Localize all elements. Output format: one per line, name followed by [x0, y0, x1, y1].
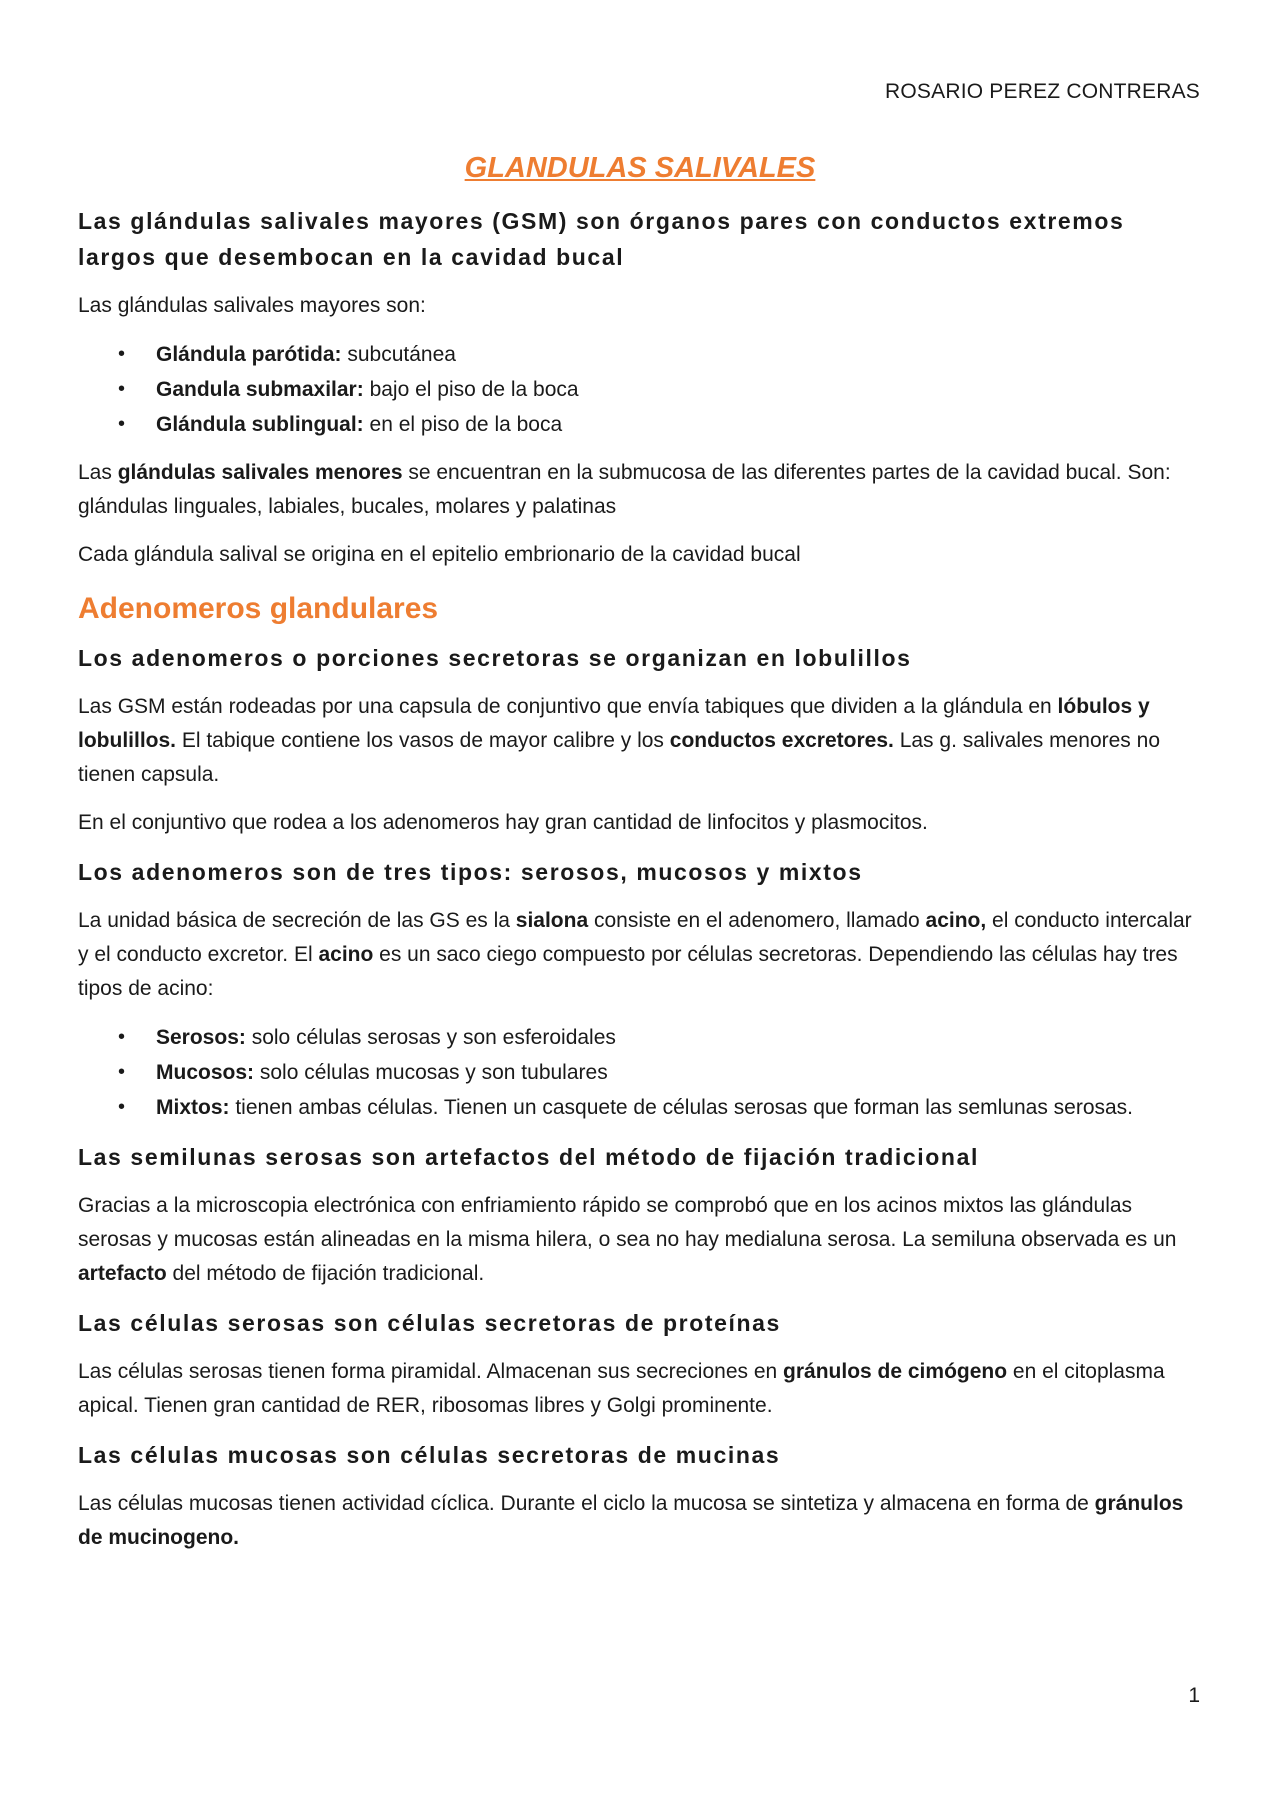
bullet-icon: •	[118, 378, 126, 400]
bullet-icon: •	[118, 1026, 126, 1048]
list-item	[78, 372, 1202, 407]
paragraph-glandulas-menores	[78, 456, 1202, 524]
list-item-term: Gandula submaxilar:	[156, 378, 364, 401]
list-item-desc: bajo el piso de la boca	[363, 378, 579, 401]
paragraph-conjuntivo: En el conjuntivo que rodea a los adenomeros hay gran cantidad de linfocitos y plasmocitos.	[78, 811, 928, 834]
heading-tipos: Los adenomeros son de tres tipos: serosos, mucosos y mixtos	[78, 859, 863, 885]
section-title-adenomeros: Adenomeros glandulares	[78, 592, 439, 625]
list-item-term: Mixtos:	[156, 1096, 230, 1119]
heading-mucosas: Las células mucosas son células secretoras de mucinas	[78, 1442, 781, 1468]
heading-serosas: Las células serosas son células secretoras de proteínas	[78, 1310, 781, 1336]
list-item-desc: solo células serosas y son esferoidales	[245, 1026, 616, 1049]
list-item	[78, 1020, 1202, 1055]
text-run: El tabique contiene los vasos de mayor calibre y los	[176, 729, 670, 752]
text-run: se encuentran en la submucosa de las diferentes partes de la cavidad bucal. Son: glándulas linguales, labiales, bucales, molares y palatinas	[78, 461, 1171, 518]
text-run: es un saco ciego compuesto por células secretoras. Dependiendo las células hay tres tipos de acino:	[78, 943, 1178, 1000]
bold-term: artefacto	[78, 1262, 167, 1285]
list-item-term: Glándula sublingual:	[156, 413, 364, 436]
heading-semilunas: Las semilunas serosas son artefactos del método de fijación tradicional	[78, 1144, 979, 1170]
header-author: ROSARIO PEREZ CONTRERAS	[885, 80, 1200, 103]
text-run: consiste en el adenomero, llamado	[588, 909, 926, 932]
text-run: Las	[78, 461, 118, 484]
bullet-icon: •	[118, 413, 126, 435]
text-run: Las células mucosas tienen actividad cíclica. Durante el ciclo la mucosa se sintetiza y almacena en forma de	[78, 1492, 1095, 1515]
paragraph-origen: Cada glándula salival se origina en el epitelio embrionario de la cavidad bucal	[78, 543, 801, 566]
document-body	[78, 152, 1202, 1569]
list-item-desc: subcutánea	[341, 343, 456, 366]
text-run: Las g. salivales menores no tienen capsula.	[78, 729, 1160, 786]
list-item-term: Mucosos:	[156, 1061, 255, 1084]
bullet-icon: •	[118, 1096, 126, 1118]
list-item-term: Serosos:	[156, 1026, 246, 1049]
text-run: La unidad básica de secreción de las GS es la	[78, 909, 516, 932]
bold-term: acino	[318, 943, 374, 966]
bullet-icon: •	[118, 1061, 126, 1083]
bold-term: conductos excretores.	[669, 729, 894, 752]
text-run: en el citoplasma apical. Tienen gran cantidad de RER, ribosomas libres y Golgi prominente.	[78, 1360, 1165, 1417]
document-title: GLANDULAS SALIVALES	[464, 152, 816, 184]
list-item	[78, 337, 1202, 372]
paragraph-serosas	[78, 1355, 1202, 1423]
bold-term: acino,	[925, 909, 987, 932]
paragraph-microscopia	[78, 1189, 1202, 1291]
bold-term: glándulas salivales menores	[117, 461, 403, 484]
list-item	[78, 1055, 1202, 1090]
bullet-icon: •	[118, 343, 126, 365]
bold-term: sialona	[515, 909, 589, 932]
text-run: Las GSM están rodeadas por una capsula de conjuntivo que envía tabiques que dividen a la glándula en	[78, 695, 1058, 718]
bold-term: gránulos de cimógeno	[783, 1360, 1008, 1383]
text-run: el conducto intercalar y el conducto excretor. El	[78, 909, 1192, 966]
paragraph-gsm-intro: Las glándulas salivales mayores son:	[78, 294, 426, 317]
list-tipos-acino	[78, 1020, 1202, 1125]
text-run: Las células serosas tienen forma piramidal. Almacenan sus secreciones en	[78, 1360, 784, 1383]
list-item-desc: en el piso de la boca	[363, 413, 563, 436]
heading-lobulillos: Los adenomeros o porciones secretoras se organizan en lobulillos	[78, 645, 912, 671]
list-item	[78, 1090, 1202, 1125]
list-glandulas-mayores	[78, 337, 1202, 442]
list-item	[78, 407, 1202, 442]
text-run: del método de fijación tradicional.	[166, 1262, 485, 1285]
list-item-desc: tienen ambas células. Tienen un casquete de células serosas que forman las semlunas serosas.	[229, 1096, 1134, 1119]
page-number: 1	[1188, 1684, 1200, 1707]
bold-term: gránulos de mucinogeno.	[78, 1492, 1184, 1549]
list-item-desc: solo células mucosas y son tubulares	[254, 1061, 608, 1084]
bold-term: lóbulos y lobulillos.	[78, 695, 1150, 752]
paragraph-capsula	[78, 690, 1202, 792]
paragraph-mucosas	[78, 1487, 1202, 1555]
text-run: Gracias a la microscopia electrónica con enfriamiento rápido se comprobó que en los acinos mixtos las glándulas serosas y mucosas están alineadas en la misma hilera, o sea no hay medialuna serosa. La semiluna observada es un	[78, 1194, 1177, 1251]
heading-gsm: Las glándulas salivales mayores (GSM) son órganos pares con conductos extremos largos que desembocan en la cavidad bucal	[78, 208, 1125, 270]
list-item-term: Glándula parótida:	[156, 343, 342, 366]
paragraph-sialona	[78, 904, 1202, 1006]
